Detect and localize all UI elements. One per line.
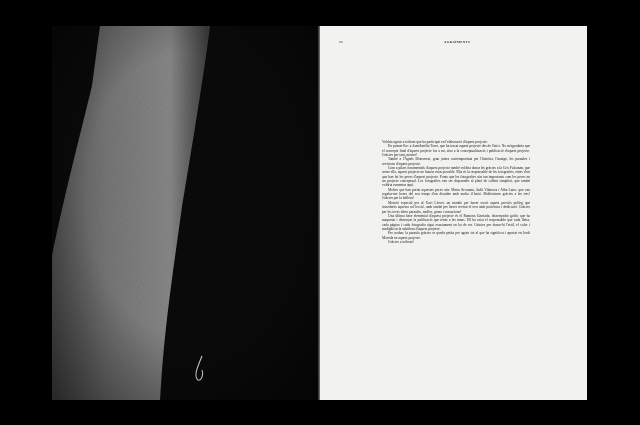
paragraph: Menció especial per al Xavi Llovet, un mundo per haver escrit aquest preciós pròleg que introdueix aquesta col·lecció, amb també per haver revisat el text amb paciència i dedicació. Gràcies per les teves idees paraules, molles, grans i sensacions!: [382, 200, 530, 214]
paragraph: Gràcies a tothom!: [388, 239, 414, 244]
book-spread: [52, 26, 587, 400]
running-title: AGRAÏMENTS: [444, 40, 471, 44]
paragraph: Voldria agrair a tothom que ha participat en l'elaboració d'aquest projecte.: [382, 140, 488, 144]
paragraph: Una última base elemental d'aquest projecte és el Ramona Garriada, dissenyador gràfic que ha maquetat i dissenyat la publicació que teniu a les mans. Ell ha estat el responsable que cada lletra, cada pàgina i cada fotografia sigui exactament on ha de ser. Gràcies per donar-hi l'estil, el color i multiplicar la subtilesa d'aquest projecte.: [382, 213, 530, 231]
acknowledgements-text: [382, 140, 530, 244]
paragraph: Moltes que han portat aquestes peces són: Marta Arcanaiu, Judit Vilanova i Alba Latro, que van regalar-me hores del seu temps d'un dissabte amb molta il·lusió. Moltíssimes gràcies a les tres! Gràcies per la bellesa!: [382, 187, 530, 201]
page-number: 90: [339, 40, 343, 44]
photo-page: [52, 26, 320, 400]
text-page: [320, 26, 587, 400]
paragraph: També a l'Àgnès Monserrat, gran jutera contemporània per l'història, l'imatge, les paraules i revisions d'aquest projecte.: [382, 157, 530, 166]
paragraph: En primer lloc a JoanAmèlia Torre, que ha tracat aquest projecte des de l'inici. No m'agradaria que el concepte final d'aquest projecte fos a mi, sino a la conceptualització i publicació d'aquest projecte. Gràcies per tant, mestre!: [382, 144, 530, 158]
paragraph: Com a pilars fonamentals d'aquest projecte també voldria donar les gràcies a la Cris Fulcanan, que sense ella, aquest projecte no hauria estat possible. Ella és la responsable de les fotografies, eines d'art que han fet les peces d'aquest projecte. Fonts que les fotografies són tan importants com les peces en un projecte conceptual. Les fotografies van ser disparades al plató de callent simplicit, que també voldria esmentar aquí.: [382, 166, 530, 188]
arm-photograph: [52, 26, 320, 400]
paragraph: Per acabar, la paraula gràcies se queda petita per agrair tot el que ha significat i aportat en Jordi Moreda en aquest projecte.: [382, 231, 530, 240]
